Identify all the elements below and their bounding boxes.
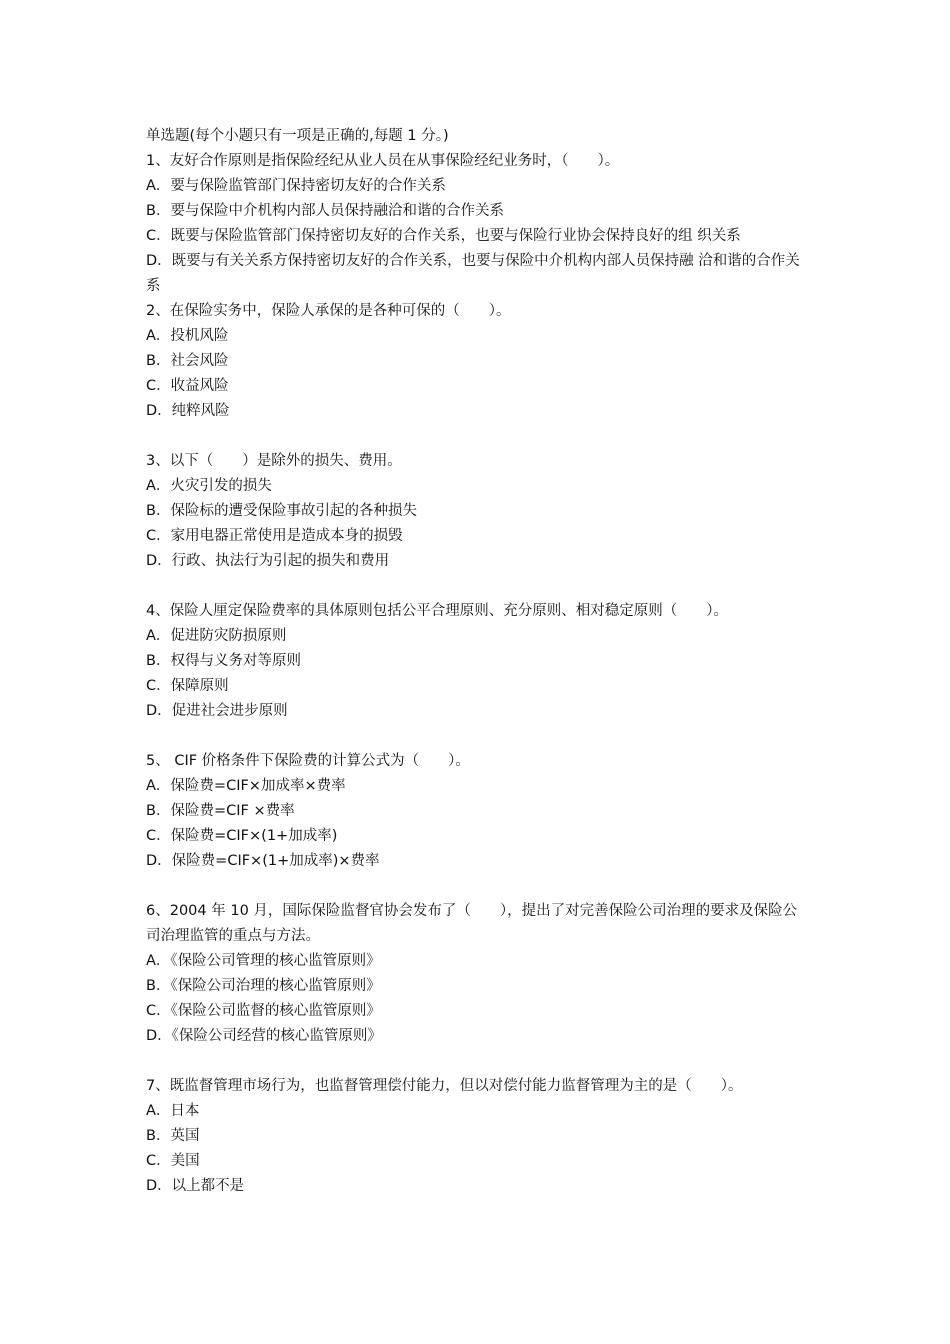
option-d: D．保险费=CIF×(1+加成率)×费率 xyxy=(146,853,380,869)
option-b: B．保险标的遭受保险事故引起的各种损失 xyxy=(146,503,417,519)
blank-line xyxy=(146,1049,811,1074)
question-text: 5、 CIF 价格条件下保险费的计算公式为（ ）。 xyxy=(146,753,470,769)
option-b: B．要与保险中介机构内部人员保持融洽和谐的合作关系 xyxy=(146,203,504,219)
option-b: B．权得与义务对等原则 xyxy=(146,653,301,669)
option-d: D．既要与有关关系方保持密切友好的合作关系，也要与保险中介机构内部人员保持融 洽和谐的合作关系 xyxy=(146,253,800,294)
option-a: A．火灾引发的损失 xyxy=(146,478,272,494)
option-c: C．保障原则 xyxy=(146,678,229,694)
option-c: C．美国 xyxy=(146,1153,200,1169)
blank-line xyxy=(146,424,811,449)
question-3 xyxy=(146,449,811,574)
option-a: A．保险费=CIF×加成率×费率 xyxy=(146,778,346,794)
option-a: A．要与保险监管部门保持密切友好的合作关系 xyxy=(146,178,446,194)
document-page xyxy=(146,124,811,1199)
question-7 xyxy=(146,1074,811,1199)
section-header: 单选题(每个小题只有一项是正确的,每题 1 分。) xyxy=(146,128,449,144)
option-c: C．家用电器正常使用是造成本身的损毁 xyxy=(146,528,403,544)
question-text: 6、2004 年 10 月，国际保险监督官协会发布了（ ），提出了对完善保险公司治理的要求及保险公司治理监管的重点与方法。 xyxy=(146,903,798,944)
option-c: C．既要与保险监管部门保持密切友好的合作关系，也要与保险行业协会保持良好的组 织关系 xyxy=(146,228,741,244)
question-6 xyxy=(146,899,811,1049)
question-2 xyxy=(146,299,811,424)
option-b: B．保险费=CIF ×费率 xyxy=(146,803,295,819)
option-a: A．日本 xyxy=(146,1103,200,1119)
option-c: C．收益风险 xyxy=(146,378,229,394)
option-c: C．保险费=CIF×(1+加成率) xyxy=(146,828,338,844)
question-text: 2、在保险实务中，保险人承保的是各种可保的（ ）。 xyxy=(146,303,511,319)
question-text: 4、保险人厘定保险费率的具体原则包括公平合理原则、充分原则、相对稳定原则（ ）。 xyxy=(146,603,728,619)
option-d: D．行政、执法行为引起的损失和费用 xyxy=(146,553,390,569)
option-d: D．纯粹风险 xyxy=(146,403,230,419)
option-a: A．促进防灾防损原则 xyxy=(146,628,287,644)
option-d: D．促进社会进步原则 xyxy=(146,703,288,719)
option-a: A．投机风险 xyxy=(146,328,229,344)
option-d: D．以上都不是 xyxy=(146,1178,245,1194)
option-d: D．《保险公司经营的核心监管原则》 xyxy=(146,1028,382,1044)
blank-line xyxy=(146,574,811,599)
blank-line xyxy=(146,724,811,749)
question-4 xyxy=(146,599,811,724)
option-b: B．英国 xyxy=(146,1128,200,1144)
question-text: 3、以下（ ）是除外的损失、费用。 xyxy=(146,453,402,469)
question-1 xyxy=(146,149,811,299)
question-5 xyxy=(146,749,811,874)
question-text: 7、既监督管理市场行为，也监督管理偿付能力，但以对偿付能力监督管理为主的是（ ）。 xyxy=(146,1078,743,1094)
question-text: 1、友好合作原则是指保险经纪从业人员在从事保险经纪业务时，（ ）。 xyxy=(146,153,620,169)
option-b: B．社会风险 xyxy=(146,353,229,369)
blank-line xyxy=(146,874,811,899)
option-c: C．《保险公司监督的核心监管原则》 xyxy=(146,1003,381,1019)
option-a: A．《保险公司管理的核心监管原则》 xyxy=(146,953,381,969)
option-b: B．《保险公司治理的核心监管原则》 xyxy=(146,978,381,994)
